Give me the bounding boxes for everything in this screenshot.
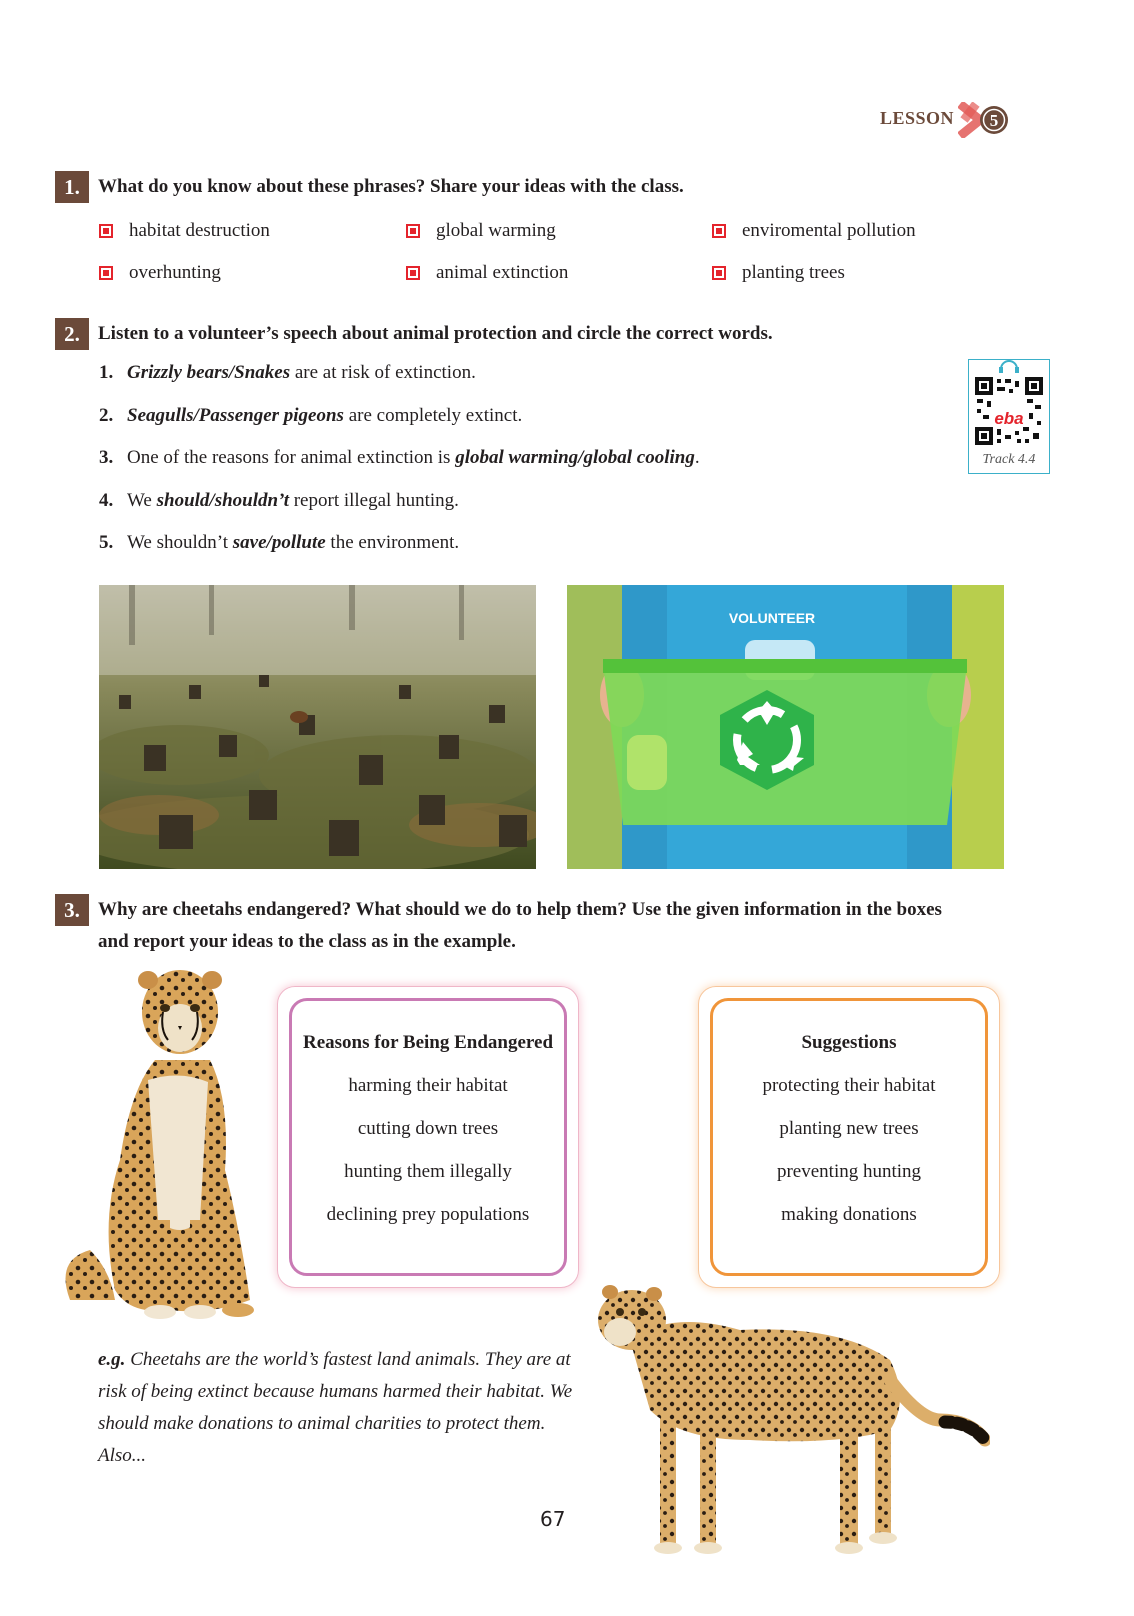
phrase-item: planting trees bbox=[712, 262, 845, 284]
reasons-title: Reasons for Being Endangered bbox=[302, 1032, 554, 1053]
reasons-item: cutting down trees bbox=[357, 1118, 499, 1139]
question-item: 1. Grizzly bears/Snakes are at risk of extinction. bbox=[99, 362, 476, 383]
track-caption: Track 4.4 bbox=[982, 452, 1036, 467]
reasons-item: hunting them illegally bbox=[344, 1161, 512, 1182]
question-item: 5. We shouldn’t save/pollute the environment. bbox=[99, 532, 460, 553]
suggestions-title: Suggestions bbox=[801, 1032, 897, 1053]
page-number: 67 bbox=[540, 1507, 566, 1531]
sitting-cheetah-image bbox=[60, 970, 270, 1340]
section-2-instruction: Listen to a volunteer’s speech about animal protection and circle the correct words. bbox=[98, 323, 773, 344]
suggestions-item: making donations bbox=[781, 1204, 917, 1225]
lesson-label: LESSON bbox=[880, 108, 955, 128]
phrase-item: habitat destruction bbox=[99, 220, 270, 242]
phrase-item: enviromental pollution bbox=[712, 220, 916, 242]
lesson-number: 5 bbox=[989, 111, 999, 130]
suggestions-item: preventing hunting bbox=[776, 1161, 922, 1182]
qr-logo: eba bbox=[994, 409, 1024, 428]
reasons-box bbox=[277, 986, 579, 1288]
question-item: 2. Seagulls/Passenger pigeons are completely extinct. bbox=[99, 405, 523, 426]
section-1-number: 1. bbox=[55, 171, 89, 203]
bullet-icon bbox=[99, 266, 113, 280]
lesson-number-badge bbox=[958, 102, 1008, 138]
question-item: 3. One of the reasons for animal extinction is global warming/global cooling. bbox=[99, 447, 700, 468]
section-3-instruction-line1: Why are cheetahs endangered? What should we do to help them? Use the given information in the boxes bbox=[98, 899, 942, 920]
phrase-item: overhunting bbox=[99, 262, 221, 284]
section-3-number: 3. bbox=[55, 894, 89, 926]
example-prefix: e.g. bbox=[98, 1349, 126, 1370]
suggestions-item: planting new trees bbox=[779, 1118, 919, 1139]
reasons-item: harming their habitat bbox=[348, 1075, 508, 1096]
bullet-icon bbox=[99, 224, 113, 238]
bullet-icon bbox=[712, 224, 726, 238]
standing-cheetah-image bbox=[590, 1270, 990, 1560]
suggestions-item: protecting their habitat bbox=[762, 1075, 936, 1096]
deforestation-photo bbox=[99, 585, 536, 869]
bullet-icon bbox=[406, 266, 420, 280]
reasons-item: declining prey populations bbox=[326, 1204, 530, 1225]
bullet-icon bbox=[406, 224, 420, 238]
volunteer-shirt-text: VOLUNTEER bbox=[728, 610, 816, 626]
section-2-number: 2. bbox=[55, 318, 89, 350]
question-item: 4. We should/shouldn’t report illegal hunting. bbox=[99, 490, 459, 511]
section-3-instruction-line2: and report your ideas to the class as in the example. bbox=[98, 931, 516, 952]
example-paragraph: e.g. Cheetahs are the world’s fastest land animals. They are at risk of being extinct because humans harmed their habitat. We should make donations to animal charities to protect them. Also... bbox=[98, 1349, 573, 1466]
volunteer-recycling-photo bbox=[567, 585, 1004, 869]
suggestions-box bbox=[698, 986, 1000, 1288]
phrase-item: animal extinction bbox=[406, 262, 568, 284]
bullet-icon bbox=[712, 266, 726, 280]
section-1-instruction: What do you know about these phrases? Share your ideas with the class. bbox=[98, 176, 684, 197]
phrase-item: global warming bbox=[406, 220, 556, 242]
